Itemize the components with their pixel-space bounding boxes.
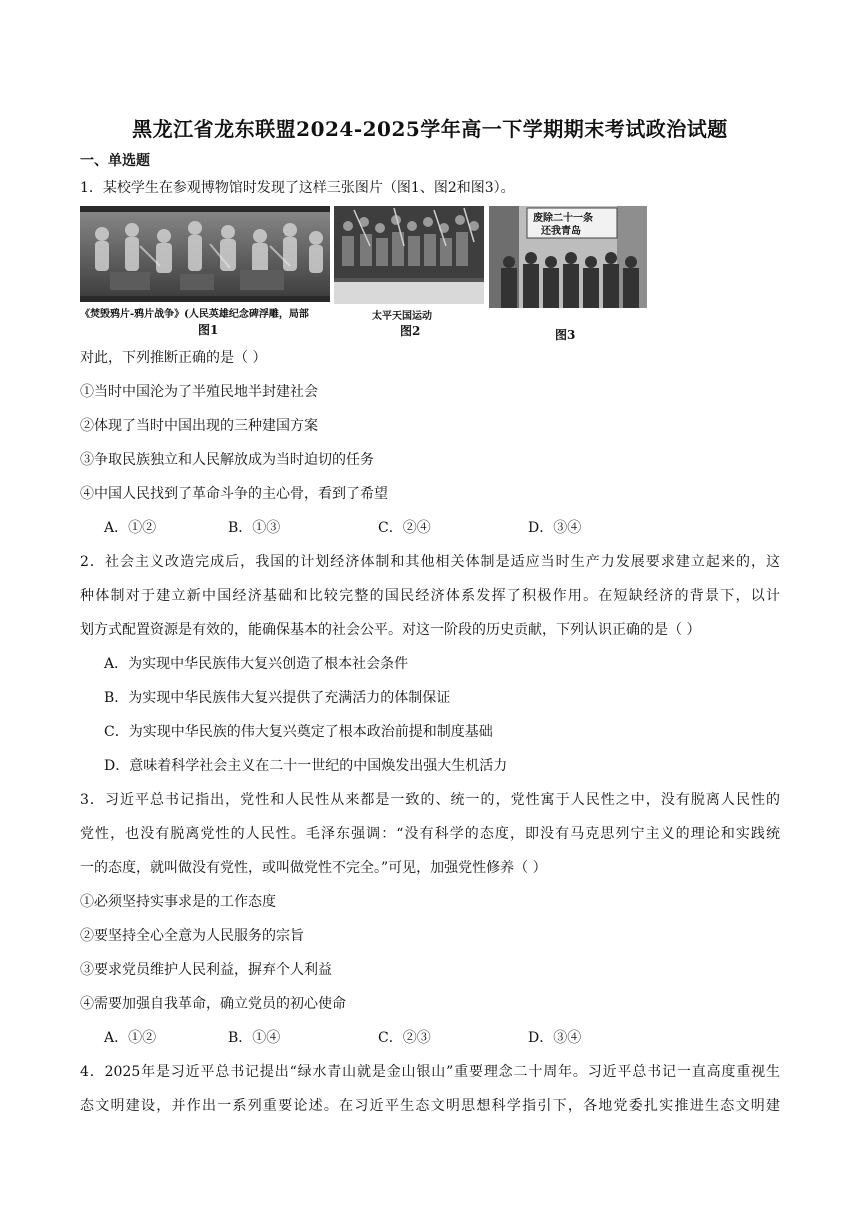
q1-item-3: ③争取民族独立和人民解放成为当时迫切的任务	[80, 452, 374, 468]
q4-stem-line-1: 4．2025年是习近平总书记提出“绿水青山就是金山银山”重要理念二十周年。习近平总书记一直高度重视生	[80, 1064, 780, 1080]
q3-item-3: ③要求党员维护人民利益，摒弃个人利益	[80, 962, 332, 978]
figure-3-image	[489, 206, 647, 308]
q3-option-d[interactable]: D．③④	[528, 1030, 582, 1046]
q1-option-c[interactable]: C．②④	[378, 520, 431, 536]
q3-item-2: ②要坚持全心全意为人民服务的宗旨	[80, 928, 304, 944]
q1-option-a[interactable]: A．①②	[104, 520, 157, 536]
q1-option-b[interactable]: B．①③	[228, 520, 281, 536]
q3-options	[104, 1028, 704, 1048]
q3-option-a[interactable]: A．①②	[104, 1030, 157, 1046]
q3-stem-line-1: 3．习近平总书记指出，党性和人民性从来都是一致的、统一的，党性寓于人民性之中，没有脱离人民性的	[80, 792, 780, 808]
figure-3	[489, 206, 647, 342]
q3-stem-line-2: 党性，也没有脱离党性的人民性。毛泽东强调：“没有科学的态度，即没有马克思列宁主义的理论和实践统	[80, 826, 780, 842]
q1-stem: 1．某校学生在参观博物馆时发现了这样三张图片（图1、图2和图3）。	[80, 180, 515, 196]
q1-option-d[interactable]: D．③④	[528, 520, 582, 536]
figure-2-image	[334, 206, 484, 304]
q2-choice-a[interactable]: A．为实现中华民族伟大复兴创造了根本社会条件	[104, 656, 409, 672]
q2-stem-line-2: 种体制对于建立新中国经济基础和比较完整的国民经济体系发挥了积极作用。在短缺经济的背景下，以计	[80, 588, 780, 604]
figure-2	[334, 206, 484, 342]
section-heading: 一、单选题	[80, 153, 150, 169]
figure-3-label: 图3	[555, 328, 576, 342]
figure-1-label: 图1	[198, 323, 219, 337]
q1-options	[104, 518, 704, 538]
q1-figures	[80, 206, 650, 342]
figure-1-image	[80, 206, 330, 302]
q1-item-1: ①当时中国沦为了半殖民地半封建社会	[80, 384, 318, 400]
q3-option-c[interactable]: C．②③	[378, 1030, 431, 1046]
figure-3-sign-top: 废除二十一条	[533, 213, 593, 224]
figure-2-caption: 太平天国运动	[372, 311, 432, 322]
page-title: 黑龙江省龙东联盟2024-2025学年高一下学期期末考试政治试题	[132, 117, 728, 141]
q3-stem-line-3: 一的态度，就叫做没有党性，或叫做党性不完全。”可见，加强党性修养（ ）	[80, 860, 547, 876]
figure-2-label: 图2	[400, 324, 421, 338]
q2-stem-line-3: 划方式配置资源是有效的，能确保基本的社会公平。对这一阶段的历史贡献，下列认识正确的是（ ）	[80, 622, 701, 638]
figure-1-caption: 《焚毁鸦片-鸦片战争》(人民英雄纪念碑浮雕，局部	[80, 309, 309, 320]
q1-item-2: ②体现了当时中国出现的三种建国方案	[80, 418, 318, 434]
q1-lead: 对此，下列推断正确的是（ ）	[80, 350, 267, 366]
q3-option-b[interactable]: B．①④	[228, 1030, 281, 1046]
q2-stem-line-1: 2．社会主义改造完成后，我国的计划经济体制和其他相关体制是适应当时生产力发展要求建立起来的，这	[80, 554, 780, 570]
q2-choice-c[interactable]: C．为实现中华民族的伟大复兴奠定了根本政治前提和制度基础	[104, 724, 493, 740]
q3-item-1: ①必须坚持实事求是的工作态度	[80, 894, 276, 910]
figure-1	[80, 206, 330, 342]
q2-choice-d[interactable]: D．意味着科学社会主义在二十一世纪的中国焕发出强大生机活力	[104, 758, 508, 774]
q3-item-4: ④需要加强自我革命，确立党员的初心使命	[80, 996, 346, 1012]
q4-stem-line-2: 态文明建设，并作出一系列重要论述。在习近平生态文明思想科学指引下，各地党委扎实推进生态文明建	[80, 1098, 780, 1114]
figure-3-sign-bottom: 还我青岛	[541, 226, 581, 237]
q2-choice-b[interactable]: B．为实现中华民族伟大复兴提供了充满活力的体制保证	[104, 690, 451, 706]
q1-item-4: ④中国人民找到了革命斗争的主心骨，看到了希望	[80, 486, 388, 502]
